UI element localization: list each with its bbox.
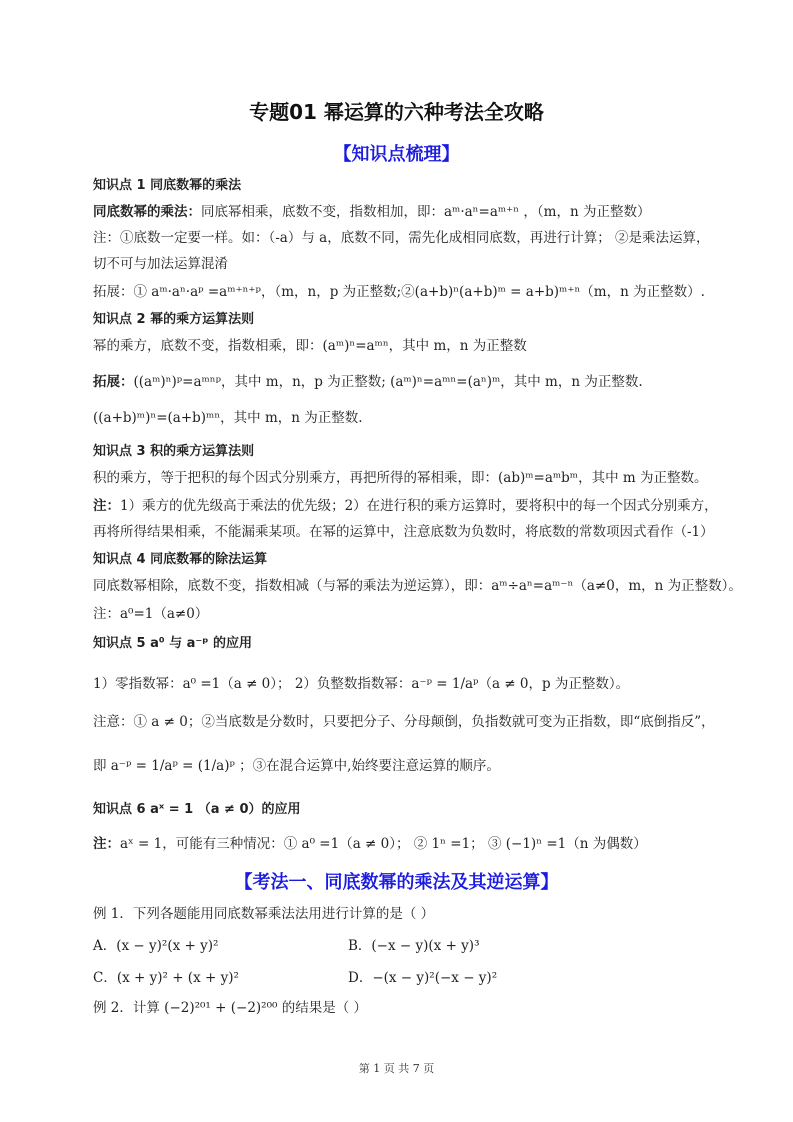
kp1-note-line2: 切不可与加法运算混淆	[93, 256, 228, 272]
kp1-def-label: 同底数幂的乘法：	[93, 204, 201, 220]
page-title: 专题01 幂运算的六种考法全攻略	[249, 100, 544, 124]
kp2-title: 知识点 2 幂的乘方运算法则	[93, 312, 255, 327]
ex1-option-c: C．(x + y)² + (x + y)²	[93, 970, 239, 986]
kp3-note-line2: 再将所得结果相乘，不能漏乘某项。在幂的运算中，注意底数为负数时，将底数的常数项因式看作（-1）	[93, 524, 714, 540]
kp6-title: 知识点 6 aˣ = 1 （a ≠ 0）的应用	[93, 802, 301, 817]
kp4-title: 知识点 4 同底数幂的除法运算	[93, 552, 268, 567]
kp5-line3: 即 a⁻ᵖ = 1/aᵖ = (1/a)ᵖ ；③在混合运算中,始终要注意运算的顺序。	[93, 758, 500, 774]
section-heading-method1: 【考法一、同底数幂的乘法及其逆运算】	[234, 872, 559, 893]
kp3-title: 知识点 3 积的乘方运算法则	[93, 444, 255, 459]
kp5-line1: 1）零指数幂：a⁰ =1（a ≠ 0）； 2）负整数指数幂：a⁻ᵖ = 1/aᵖ（a ≠ 0，p 为正整数）。	[93, 676, 630, 692]
kp2-ext-text: ((aᵐ)ⁿ)ᵖ=aᵐⁿᵖ，其中 m，n，p 为正整数; (aᵐ)ⁿ=aᵐⁿ=(aⁿ)ᵐ，其中 m，n 为正整数.	[133, 374, 643, 390]
kp3-note-text: 1）乘方的优先级高于乘法的优先级；2）在进行积的乘方运算时，要将积中的每一个因式分别乘方，	[120, 498, 718, 514]
kp3-note-label: 注：	[93, 498, 120, 514]
kp1-extension: 拓展：① aᵐ·aⁿ·aᵖ =aᵐ⁺ⁿ⁺ᵖ，（m，n，p 为正整数;②(a+b)ⁿ(a+b)ᵐ = a+b)ᵐ⁺ⁿ（m，n 为正整数）.	[93, 284, 705, 300]
kp1-note-line1: 注：①底数一定要一样。如：（-a）与 a，底数不同，需先化成相同底数，再进行计算； ②是乘法运算，	[93, 230, 710, 246]
kp6-note-text: aˣ = 1，可能有三种情况：① a⁰ =1（a ≠ 0）； ② 1ⁿ =1； ③ (−1)ⁿ =1（n 为偶数）	[120, 836, 647, 852]
kp1-definition	[93, 202, 713, 222]
kp4-definition: 同底数幂相除，底数不变，指数相减（与幂的乘法为逆运算），即：aᵐ÷aⁿ=aᵐ⁻ⁿ（a≠0，m，n 为正整数）。	[93, 578, 742, 594]
kp3-definition: 积的乘方，等于把积的每个因式分别乘方，再把所得的幂相乘，即：(ab)ᵐ=aᵐbᵐ，其中 m 为正整数。	[93, 470, 708, 486]
kp2-extension-2: ((a+b)ᵐ)ⁿ=(a+b)ᵐⁿ，其中 m，n 为正整数.	[93, 410, 363, 426]
ex1-stem: 例 1．下列各题能用同底数幂乘法法用进行计算的是（ ）	[93, 906, 435, 922]
kp6-note	[93, 834, 713, 854]
ex1-option-d: D．−(x − y)²(−x − y)²	[348, 970, 498, 986]
kp4-note: 注：a⁰=1（a≠0）	[93, 606, 209, 622]
ex2-stem: 例 2．计算 (−2)²⁰¹ + (−2)²⁰⁰ 的结果是（ ）	[93, 1000, 367, 1016]
kp2-definition: 幂的乘方，底数不变，指数相乘，即：(aᵐ)ⁿ=aᵐⁿ，其中 m，n 为正整数	[93, 338, 527, 354]
kp1-title: 知识点 1 同底数幂的乘法	[93, 178, 242, 193]
kp2-ext-label: 拓展：	[93, 374, 134, 390]
page-footer: 第 1 页 共 7 页	[358, 1062, 435, 1075]
kp3-note-line1	[93, 496, 718, 516]
kp5-line2: 注意：① a ≠ 0；②当底数是分数时，只要把分子、分母颠倒，负指数就可变为正指数，即“底倒指反”，	[93, 714, 715, 730]
ex1-option-a: A．(x − y)²(x + y)²	[93, 938, 219, 954]
kp6-note-label: 注：	[93, 836, 120, 852]
ex1-option-b: B．(−x − y)(x + y)³	[348, 938, 480, 954]
kp2-extension	[93, 372, 713, 392]
kp1-def-text: 同底幂相乘，底数不变，指数相加，即：aᵐ·aⁿ=aᵐ⁺ⁿ ，（m，n 为正整数）	[201, 204, 651, 220]
kp5-title: 知识点 5 a⁰ 与 a⁻ᵖ 的应用	[93, 636, 253, 651]
section-heading-knowledge: 【知识点梳理】	[333, 144, 460, 165]
